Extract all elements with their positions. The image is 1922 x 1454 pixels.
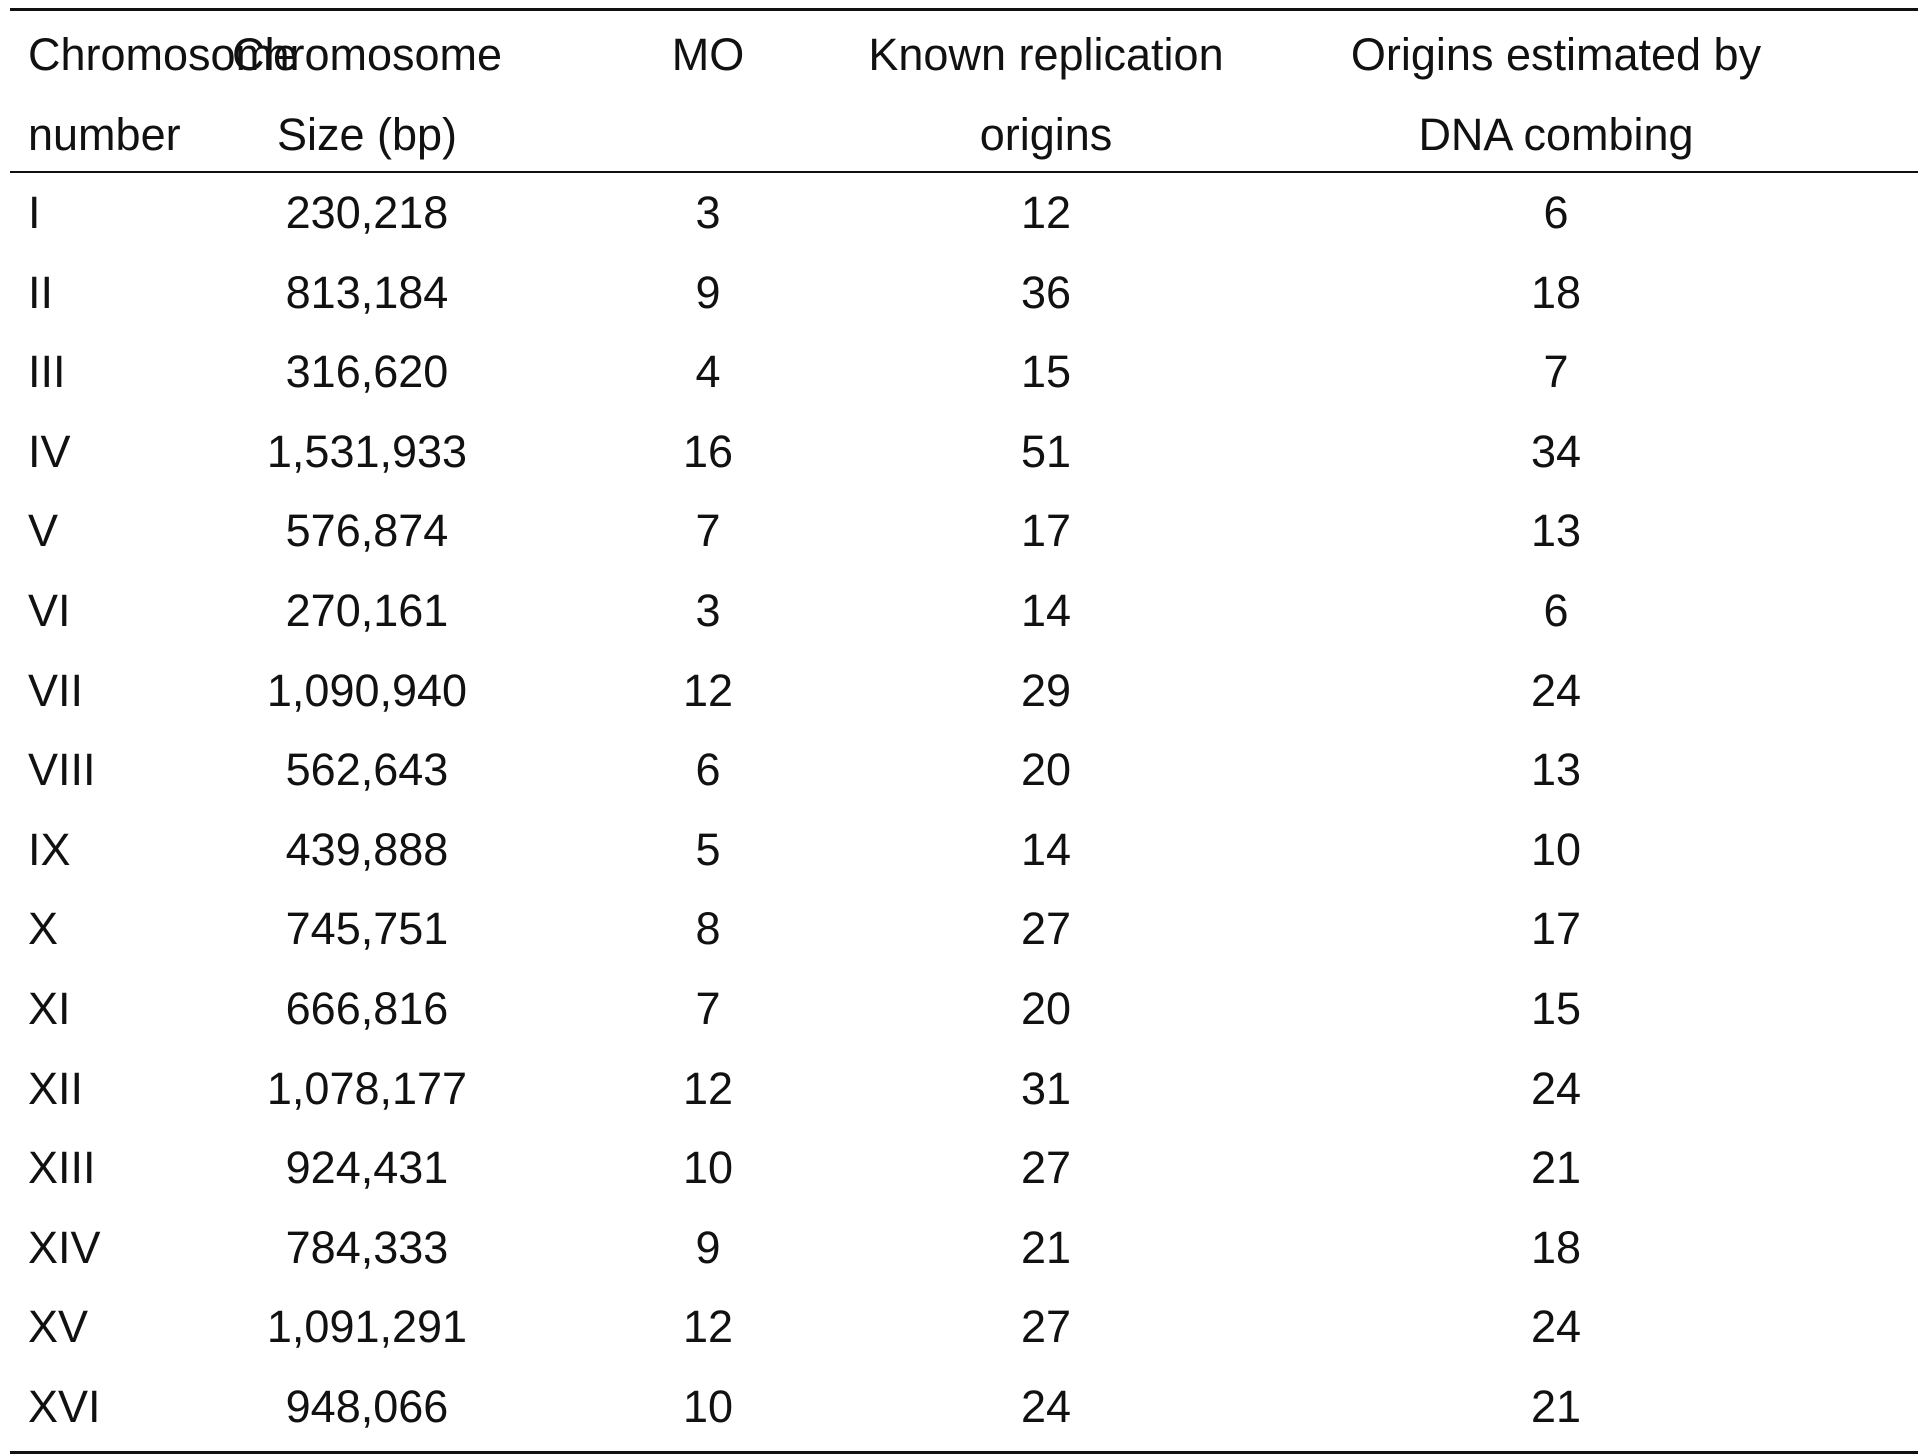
- cell-mo: 3: [695, 187, 721, 238]
- cell-chromosome-number: XI: [28, 982, 71, 1034]
- cell-known-origins: 14: [1020, 823, 1072, 875]
- cell-known-origins: 27: [1020, 1301, 1072, 1353]
- cell-chromosome-number: XVI: [28, 1380, 101, 1432]
- cell-known-origins: 27: [1020, 903, 1072, 955]
- cell-chromosome-number: VIII: [28, 744, 96, 796]
- cell-chromosome-size: 948,066: [285, 1380, 449, 1432]
- cell-chromosome-number: XII: [28, 1062, 84, 1114]
- cell-mo: 10: [682, 1380, 734, 1432]
- table-body: [10, 173, 1918, 1451]
- cell-chromosome-number: XIV: [28, 1221, 101, 1273]
- data-table: [10, 8, 1918, 1454]
- cell-known-origins: 36: [1020, 266, 1072, 318]
- cell-chromosome-size: 666,816: [285, 982, 449, 1034]
- cell-known-origins: 20: [1020, 982, 1072, 1034]
- cell-chromosome-number: III: [28, 346, 66, 398]
- cell-combing-origins: 6: [1543, 187, 1569, 238]
- cell-known-origins: 27: [1020, 1142, 1072, 1194]
- table-row: [10, 1367, 1918, 1447]
- cell-chromosome-number: IV: [28, 425, 71, 477]
- cell-chromosome-size: 745,751: [285, 903, 449, 955]
- table-row: [10, 1208, 1918, 1288]
- cell-known-origins: 29: [1020, 664, 1072, 716]
- cell-combing-origins: 24: [1530, 1301, 1582, 1353]
- cell-mo: 5: [695, 823, 721, 875]
- header-chromosome-size: Chromosome Size (bp): [231, 29, 503, 160]
- table-row: [10, 253, 1918, 333]
- cell-mo: 9: [695, 1221, 721, 1273]
- cell-mo: 12: [682, 1062, 734, 1114]
- cell-known-origins: 12: [1020, 187, 1072, 238]
- cell-chromosome-number: V: [28, 505, 59, 557]
- cell-mo: 6: [695, 744, 721, 796]
- cell-known-origins: 17: [1020, 505, 1072, 557]
- table-row: [10, 730, 1918, 810]
- cell-chromosome-number: I: [28, 187, 41, 238]
- cell-combing-origins: 17: [1530, 903, 1582, 955]
- cell-chromosome-size: 562,643: [285, 744, 449, 796]
- cell-chromosome-size: 230,218: [285, 187, 449, 238]
- table-row: [10, 969, 1918, 1049]
- cell-chromosome-number: IX: [28, 823, 71, 875]
- table-row: [10, 571, 1918, 651]
- cell-chromosome-size: 924,431: [285, 1142, 449, 1194]
- cell-mo: 7: [695, 505, 721, 557]
- table-row: [10, 491, 1918, 571]
- cell-combing-origins: 24: [1530, 1062, 1582, 1114]
- cell-chromosome-number: XV: [28, 1301, 89, 1353]
- header-mo: MO: [671, 29, 745, 80]
- table-row: [10, 332, 1918, 412]
- table-row: [10, 810, 1918, 890]
- cell-known-origins: 20: [1020, 744, 1072, 796]
- cell-mo: 12: [682, 1301, 734, 1353]
- cell-chromosome-size: 439,888: [285, 823, 449, 875]
- cell-combing-origins: 13: [1530, 744, 1582, 796]
- cell-combing-origins: 13: [1530, 505, 1582, 557]
- cell-combing-origins: 18: [1530, 1221, 1582, 1273]
- cell-known-origins: 31: [1020, 1062, 1072, 1114]
- cell-mo: 10: [682, 1142, 734, 1194]
- table-header: [10, 11, 1918, 171]
- cell-chromosome-size: 316,620: [285, 346, 449, 398]
- cell-mo: 12: [682, 664, 734, 716]
- cell-mo: 9: [695, 266, 721, 318]
- cell-chromosome-number: X: [28, 903, 59, 955]
- cell-chromosome-number: VII: [28, 664, 84, 716]
- cell-chromosome-size: 1,078,177: [266, 1062, 468, 1114]
- cell-known-origins: 14: [1020, 584, 1072, 636]
- table-row: [10, 1128, 1918, 1208]
- cell-known-origins: 15: [1020, 346, 1072, 398]
- header-chromosome-number: Chromosome number: [28, 29, 299, 160]
- cell-chromosome-size: 784,333: [285, 1221, 449, 1273]
- cell-combing-origins: 10: [1530, 823, 1582, 875]
- cell-chromosome-number: XIII: [28, 1142, 96, 1194]
- cell-mo: 4: [695, 346, 721, 398]
- cell-chromosome-number: VI: [28, 584, 71, 636]
- cell-combing-origins: 21: [1530, 1142, 1582, 1194]
- cell-combing-origins: 18: [1530, 266, 1582, 318]
- table-row: [10, 412, 1918, 492]
- cell-known-origins: 24: [1020, 1380, 1072, 1432]
- cell-chromosome-size: 1,091,291: [266, 1301, 468, 1353]
- table-row: [10, 651, 1918, 731]
- cell-known-origins: 51: [1020, 425, 1072, 477]
- header-combing-origins: Origins estimated by DNA combing: [1350, 29, 1762, 160]
- cell-combing-origins: 15: [1530, 982, 1582, 1034]
- cell-chromosome-size: 813,184: [285, 266, 449, 318]
- table-row: [10, 1287, 1918, 1367]
- cell-combing-origins: 6: [1543, 584, 1569, 636]
- cell-chromosome-size: 270,161: [285, 584, 449, 636]
- cell-combing-origins: 7: [1543, 346, 1569, 398]
- cell-known-origins: 21: [1020, 1221, 1072, 1273]
- cell-combing-origins: 34: [1530, 425, 1582, 477]
- cell-chromosome-size: 576,874: [285, 505, 449, 557]
- table-row: [10, 889, 1918, 969]
- cell-chromosome-number: II: [28, 266, 54, 318]
- header-known-origins: Known replication origins: [868, 29, 1224, 160]
- cell-chromosome-size: 1,531,933: [266, 425, 468, 477]
- table-row: [10, 1049, 1918, 1129]
- cell-mo: 8: [695, 903, 721, 955]
- cell-chromosome-size: 1,090,940: [266, 664, 468, 716]
- table-row: [10, 173, 1918, 253]
- cell-mo: 16: [682, 425, 734, 477]
- cell-combing-origins: 21: [1530, 1380, 1582, 1432]
- cell-combing-origins: 24: [1530, 664, 1582, 716]
- bottom-rule: [10, 1451, 1918, 1454]
- cell-mo: 3: [695, 584, 721, 636]
- cell-mo: 7: [695, 982, 721, 1034]
